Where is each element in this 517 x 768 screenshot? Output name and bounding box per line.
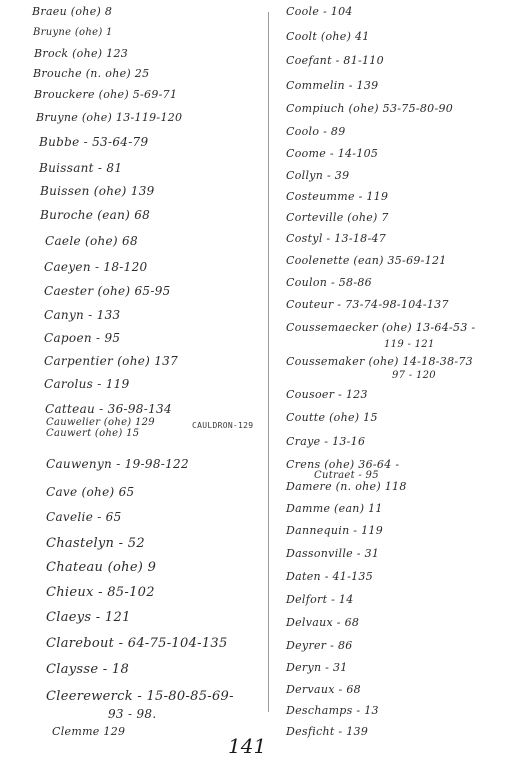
index-entry: Brouckere (ohe) 5-69-71 [34,88,178,101]
index-entry: 119 - 121 [384,339,435,350]
index-entry: Coolt (ohe) 41 [286,30,370,43]
index-entry: Bubbe - 53-64-79 [39,135,149,149]
index-entry: Bruyne (ohe) 13-119-120 [36,111,183,124]
index-entry: Cave (ohe) 65 [46,485,135,499]
index-entry: Deyrer - 86 [286,639,353,652]
page-number: 141 [228,734,267,758]
margin-note: CAULDRON-129 [192,421,254,430]
index-entry: Dannequin - 119 [286,524,383,537]
index-entry: Delfort - 14 [286,593,354,606]
index-entry: Cutraet - 95 [314,470,379,481]
index-entry: Coefant - 81-110 [286,54,384,67]
index-entry: Claeys - 121 [46,610,131,625]
index-entry: Commelin - 139 [286,79,379,92]
index-entry: Dassonville - 31 [286,547,380,560]
index-entry: Dervaux - 68 [286,683,361,696]
index-entry: Deryn - 31 [286,661,348,674]
index-entry: Braeu (ohe) 8 [32,5,113,18]
index-entry: Chastelyn - 52 [46,536,145,551]
index-entry: Delvaux - 68 [286,616,360,629]
index-entry: Brock (ohe) 123 [34,47,129,60]
index-entry: Caele (ohe) 68 [45,234,138,248]
index-entry: Craye - 13-16 [286,435,366,448]
index-entry: Corteville (ohe) 7 [286,211,389,224]
index-entry: Canyn - 133 [44,308,121,322]
index-entry: Brouche (n. ohe) 25 [33,67,150,80]
index-entry: Damere (n. ohe) 118 [286,480,407,493]
index-entry: Coussemaker (ohe) 14-18-38-73 [286,355,473,368]
index-entry: Daten - 41-135 [286,570,374,583]
index-entry: Crens (ohe) 36-64 - [286,458,400,471]
index-entry: Cleerewerck - 15-80-85-69- [46,689,234,704]
index-entry: Carolus - 119 [44,377,130,391]
index-entry: Collyn - 39 [286,169,350,182]
index-entry: Coome - 14-105 [286,147,379,160]
index-entry: 97 - 120 [392,370,436,381]
index-entry: Coolo - 89 [286,125,346,138]
index-entry: Buroche (ean) 68 [40,208,151,222]
index-entry: Clemme 129 [52,725,126,738]
index-entry: Caeyen - 18-120 [44,260,148,274]
index-entry: Buissant - 81 [39,161,123,175]
index-entry: Deschamps - 13 [286,704,379,717]
index-entry: Damme (ean) 11 [286,502,383,515]
index-entry: Chateau (ohe) 9 [46,560,157,575]
index-entry: Desficht - 139 [286,725,369,738]
index-entry: Buissen (ohe) 139 [40,184,155,198]
index-entry: Claysse - 18 [46,662,130,677]
index-entry: Costyl - 13-18-47 [286,232,387,245]
index-entry: Caester (ohe) 65-95 [44,284,171,298]
index-entry: Catteau - 36-98-134 [45,402,172,416]
index-entry: Coulon - 58-86 [286,276,372,289]
index-entry: Coolenette (ean) 35-69-121 [286,254,447,267]
index-entry: Cousoer - 123 [286,388,368,401]
index-entry: Clarebout - 64-75-104-135 [46,636,228,651]
index-entry: Coole - 104 [286,5,353,18]
index-entry: Capoen - 95 [44,331,121,345]
index-entry: Coutte (ohe) 15 [286,411,378,424]
index-entry: Chieux - 85-102 [46,585,155,600]
index-entry: Cauwelier (ohe) 129 [46,417,155,428]
index-entry: Cauwert (ohe) 15 [46,428,140,439]
index-entry: Carpentier (ohe) 137 [44,354,179,368]
column-divider [268,12,269,712]
index-entry: Cavelie - 65 [46,510,122,524]
index-entry: Costeumme - 119 [286,190,389,203]
index-entry: Cauwenyn - 19-98-122 [46,457,189,471]
index-entry: Coussemaecker (ohe) 13-64-53 - [286,321,476,334]
index-entry: Couteur - 73-74-98-104-137 [286,298,449,311]
index-entry: Bruyne (ohe) 1 [33,27,113,38]
index-entry: 93 - 98. [108,707,157,721]
index-entry: Compiuch (ohe) 53-75-80-90 [286,102,454,115]
